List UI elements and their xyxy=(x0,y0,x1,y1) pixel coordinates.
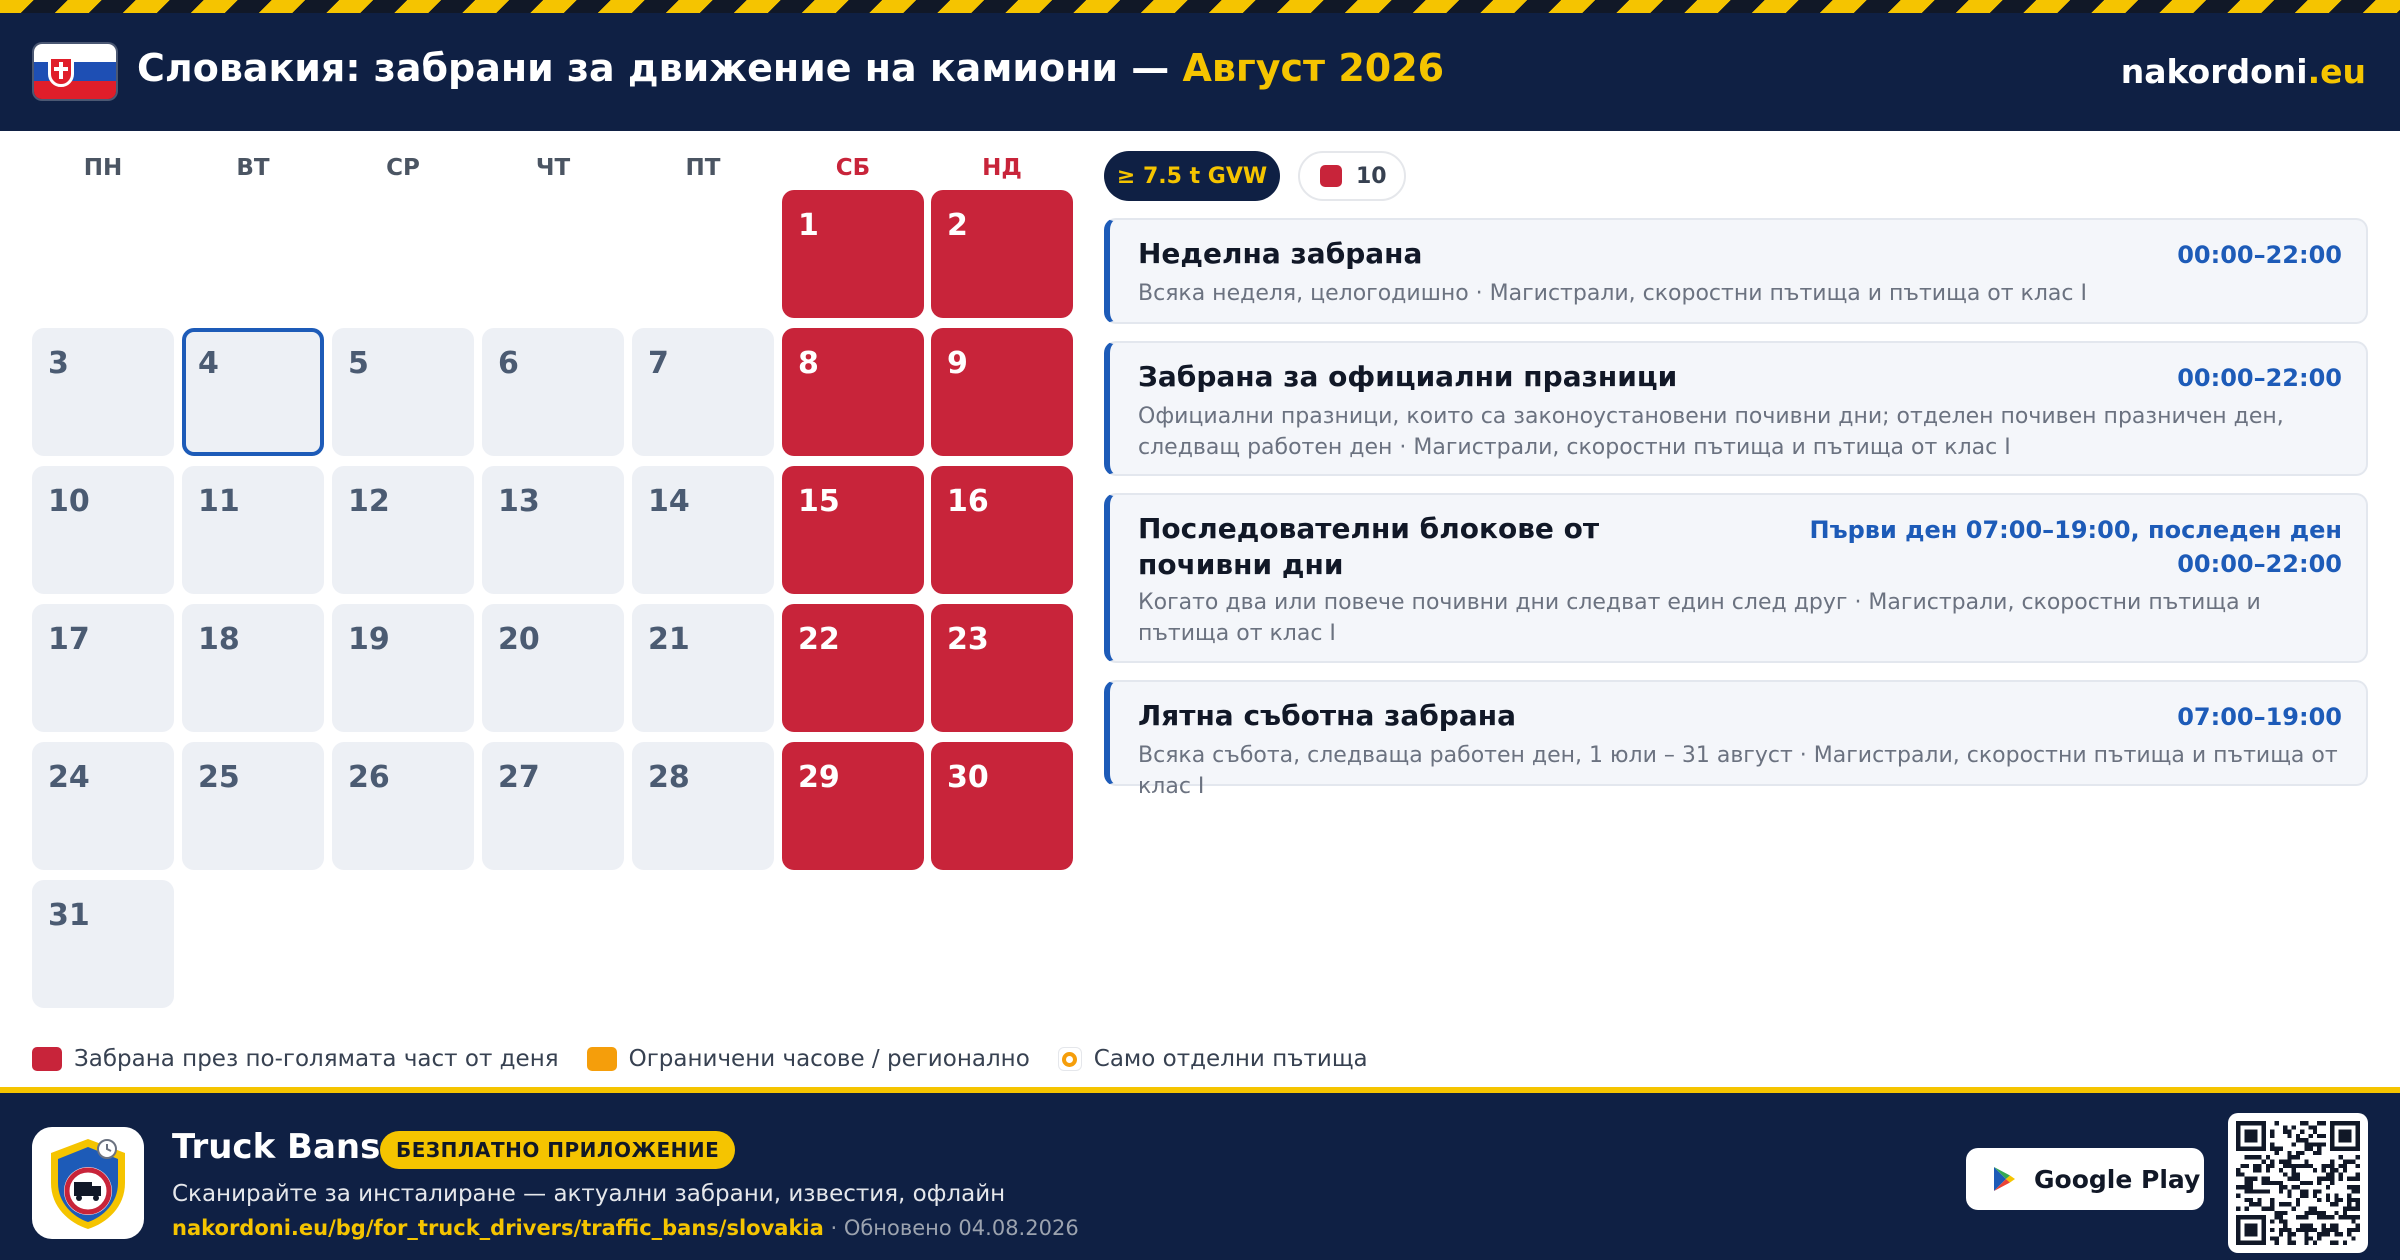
qr-code-icon[interactable] xyxy=(2228,1113,2368,1253)
day-number: 5 xyxy=(348,346,369,381)
day-number: 16 xyxy=(947,484,989,519)
rule-name: Неделна забрана xyxy=(1138,237,1423,270)
day-number: 31 xyxy=(48,898,90,933)
red-dot-icon xyxy=(1320,165,1342,187)
rule-time: 07:00–19:00 xyxy=(2177,703,2342,731)
rule-description: Официални празници, които са законоустановени почивни дни; отделен почивен празничен ден, следващ работен ден · Магистрали, скоростни пътища и пътища от клас I xyxy=(1138,404,2284,460)
calendar-day[interactable] xyxy=(332,742,474,870)
coat-of-arms-icon xyxy=(48,56,74,87)
day-number: 13 xyxy=(498,484,540,519)
calendar-day[interactable] xyxy=(182,466,324,594)
calendar-day[interactable] xyxy=(32,604,174,732)
ban-count-chip[interactable] xyxy=(1298,151,1406,201)
weekday-header: НД xyxy=(982,155,1022,181)
rule-time: 00:00–22:00 xyxy=(2177,364,2342,392)
legend-item-limited xyxy=(587,1046,1030,1072)
brand-tld: .eu xyxy=(2307,52,2366,91)
separator: · xyxy=(823,1216,844,1240)
day-number: 12 xyxy=(348,484,390,519)
rule-name: Последователни блокове от почивни дни xyxy=(1138,512,1600,581)
day-number: 22 xyxy=(798,622,840,657)
updated-date: Обновено 04.08.2026 xyxy=(843,1216,1079,1240)
legend-item-roads xyxy=(1058,1046,1368,1072)
google-play-button[interactable] xyxy=(1966,1148,2204,1210)
day-number: 2 xyxy=(947,208,968,243)
day-number: 26 xyxy=(348,760,390,795)
rule-name: Забрана за официални празници xyxy=(1138,360,1678,393)
day-number: 9 xyxy=(947,346,968,381)
header-bar xyxy=(0,0,2400,131)
slovakia-flag-icon xyxy=(34,44,116,99)
rule-time: 00:00–22:00 xyxy=(2177,241,2342,269)
day-number: 30 xyxy=(947,760,989,795)
legend-label-roads: Само отделни пътища xyxy=(1093,1046,1368,1072)
calendar-day[interactable] xyxy=(482,742,624,870)
rule-description: Всяка неделя, целогодишно · Магистрали, скоростни пътища и пътища от клас I xyxy=(1138,281,2087,306)
day-number: 14 xyxy=(648,484,690,519)
legend xyxy=(32,1044,1396,1074)
brand-name: nakordoni xyxy=(2120,52,2308,91)
calendar-day[interactable] xyxy=(332,604,474,732)
calendar-day[interactable] xyxy=(931,328,1073,456)
day-number: 17 xyxy=(48,622,90,657)
rule-card[interactable] xyxy=(1104,218,2368,324)
calendar-day[interactable] xyxy=(32,742,174,870)
rule-description: Всяка събота, следваща работен ден, 1 юли – 31 август · Магистрали, скоростни пътища и пътища от клас I xyxy=(1138,743,2338,799)
legend-label-ban: Забрана през по-голямата част от деня xyxy=(74,1046,559,1072)
day-number: 15 xyxy=(798,484,840,519)
ring-swatch-icon xyxy=(1058,1047,1082,1071)
day-number: 11 xyxy=(198,484,240,519)
day-number: 29 xyxy=(798,760,840,795)
day-number: 24 xyxy=(48,760,90,795)
day-number: 10 xyxy=(48,484,90,519)
rule-card[interactable] xyxy=(1104,341,2368,476)
calendar-day[interactable] xyxy=(782,604,924,732)
brand-logo[interactable] xyxy=(2121,52,2366,91)
day-number: 4 xyxy=(198,346,219,381)
calendar-day[interactable] xyxy=(332,328,474,456)
calendar-day[interactable] xyxy=(482,466,624,594)
calendar-day[interactable] xyxy=(632,328,774,456)
weekday-header: ПТ xyxy=(685,155,721,181)
calendar-day[interactable] xyxy=(782,466,924,594)
weekday-header: ЧТ xyxy=(535,155,571,181)
day-number: 28 xyxy=(648,760,690,795)
calendar-day[interactable] xyxy=(182,328,324,456)
gvw-filter-chip[interactable] xyxy=(1104,151,1280,201)
calendar-day[interactable] xyxy=(32,466,174,594)
calendar-day[interactable] xyxy=(632,466,774,594)
day-number: 7 xyxy=(648,346,669,381)
rule-time: Първи ден 07:00–19:00, последен ден 00:00–22:00 xyxy=(1809,516,2342,578)
weekday-header: ПН xyxy=(83,155,123,181)
rule-description: Когато два или повече почивни дни следват един след друг · Магистрали, скоростни пътища и пътища от клас I xyxy=(1138,590,2261,646)
calendar-day[interactable] xyxy=(931,466,1073,594)
weekday-header: СБ xyxy=(835,155,871,181)
calendar-day[interactable] xyxy=(32,880,174,1008)
red-swatch-icon xyxy=(32,1047,62,1071)
day-number: 23 xyxy=(947,622,989,657)
calendar-day[interactable] xyxy=(482,328,624,456)
day-number: 21 xyxy=(648,622,690,657)
store-button-label: Google Play xyxy=(2034,1164,2201,1194)
calendar-day[interactable] xyxy=(782,742,924,870)
day-number: 19 xyxy=(348,622,390,657)
source-line xyxy=(172,1216,1079,1240)
calendar-day[interactable] xyxy=(482,604,624,732)
google-play-icon xyxy=(1992,1166,2016,1192)
calendar-day[interactable] xyxy=(182,604,324,732)
rule-name: Лятна съботна забрана xyxy=(1138,699,1516,732)
day-number: 27 xyxy=(498,760,540,795)
legend-item-ban xyxy=(32,1046,559,1072)
calendar-day[interactable] xyxy=(332,466,474,594)
calendar-day[interactable] xyxy=(931,190,1073,318)
weekday-header: СР xyxy=(386,155,420,181)
day-number: 18 xyxy=(198,622,240,657)
day-number: 20 xyxy=(498,622,540,657)
title-month: Август 2026 xyxy=(1182,46,1445,90)
calendar-day[interactable] xyxy=(782,190,924,318)
day-number: 8 xyxy=(798,346,819,381)
weekday-header: ВТ xyxy=(236,155,270,181)
page-title xyxy=(137,46,1444,90)
gvw-label: ≥ 7.5 t GVW xyxy=(1116,163,1268,189)
day-number: 25 xyxy=(198,760,240,795)
title-main: Словакия: забрани за движение на камиони — xyxy=(137,46,1183,90)
orange-swatch-icon xyxy=(587,1047,617,1071)
ban-count: 10 xyxy=(1356,163,1387,189)
hazard-stripe xyxy=(0,0,2400,13)
source-url-link[interactable]: nakordoni.eu/bg/for_truck_drivers/traffic_bans/slovakia xyxy=(172,1216,824,1240)
calendar-day[interactable] xyxy=(931,742,1073,870)
legend-label-limited: Ограничени часове / регионално xyxy=(628,1046,1030,1072)
free-app-badge: БЕЗПЛАТНО ПРИЛОЖЕНИЕ xyxy=(380,1131,735,1169)
truck-bans-app-icon[interactable] xyxy=(32,1127,144,1239)
day-number: 6 xyxy=(498,346,519,381)
rule-card[interactable] xyxy=(1104,493,2368,663)
app-promo-footer xyxy=(0,1087,2400,1260)
app-tagline: Сканирайте за инсталиране — актуални забрани, известия, офлайн xyxy=(172,1181,1006,1207)
day-number: 1 xyxy=(798,208,819,243)
calendar-day[interactable] xyxy=(32,328,174,456)
calendar-day[interactable] xyxy=(782,328,924,456)
calendar-day[interactable] xyxy=(182,742,324,870)
calendar-day[interactable] xyxy=(931,604,1073,732)
day-number: 3 xyxy=(48,346,69,381)
calendar-day[interactable] xyxy=(632,604,774,732)
rule-card[interactable] xyxy=(1104,680,2368,799)
calendar-day[interactable] xyxy=(632,742,774,870)
app-name: Truck Bans xyxy=(172,1127,381,1167)
